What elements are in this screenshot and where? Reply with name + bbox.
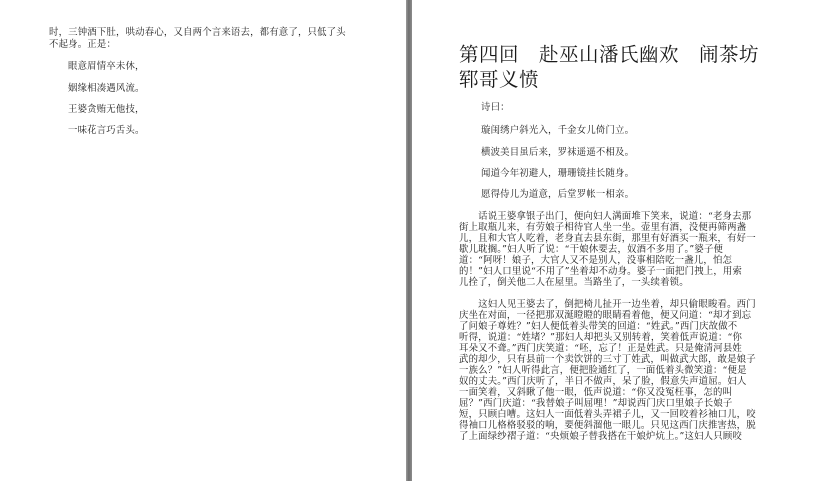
poem-line: 闻道今年初避人，珊珊镜挂长随身。: [481, 168, 635, 179]
left-intro-line: 不起身。正是：: [49, 39, 117, 50]
paragraph-line: 话说王婆拿银子出门，便向妇人满面堆下笑来，说道：“老身去那: [459, 211, 752, 222]
paragraph-line: 街上取瓶儿来，有劳娘子相待官人坐一坐。壶里有酒，没便再筛两盏: [459, 222, 747, 233]
left-intro-line: 时，三钟酒下肚，哄动春心，又自两个言来语去，都有意了，只低了头: [49, 27, 346, 38]
verse-line: 王婆贪贿无他技，: [68, 104, 145, 115]
poem-line: 愿得侍儿为道意，后堂罗帐一相亲。: [481, 189, 635, 200]
paragraph-line: 听得，说道：“姓堵？”那妇人却把头又别转着，笑着低声说道：“你: [459, 332, 743, 343]
paragraph-line: 得袖口儿格格驳驳的响，要便斜溜他一眼儿。只见这西门庆推害热，脱: [459, 420, 756, 431]
chapter-title-line: 郓哥义愤: [459, 68, 540, 91]
paragraph-line: 了上面绿纱褶子道：“央烦娘子替我搭在干娘炉炕上。”这妇人只顾咬: [459, 431, 742, 442]
paragraph-line: 了问娘子尊姓？”妇人便低着头带笑的回道：“姓武。”西门庆故做不: [459, 321, 738, 332]
verse-line: 姻缘相凑遇风流。: [68, 83, 145, 94]
verse-line: 眼意眉情卒未休，: [68, 61, 145, 72]
paragraph-line: 歇儿耽搁。”妇人听了说：“干娘休要去，奴酒不多用了。”婆子便: [459, 244, 724, 255]
chapter-title-line: 第四回 赴巫山潘氏幽欢 闹茶坊: [459, 43, 760, 66]
paragraph-line: 儿拴了，倒关他二人在屋里。当路坐了，一头续着锁。: [459, 277, 689, 288]
paragraph-line: 短，只顾白嘈。这妇人一面低着头弄裙子儿，又一回咬着衫袖口儿，咬: [459, 409, 756, 420]
left-page: [0, 0, 406, 481]
paragraph-line: 儿，且和大官人吃着，老身直去县东街，那里有好酒买一瓶来，有好一: [459, 233, 756, 244]
poem-line: 横波美目虽后来，罗袜遥遥不相及。: [481, 147, 635, 158]
verse-line: 一味花言巧舌头。: [68, 125, 145, 136]
paragraph-line: 这妇人见王婆去了，倒把椅儿扯开一边坐着，却只偷眼睃看。西门: [459, 299, 756, 310]
poem-intro: 诗曰：: [481, 102, 510, 113]
paragraph-line: 道：“阿呀！娘子，大官人又不是别人，没事相陪吃一盏儿，怕怎: [459, 255, 733, 266]
paragraph-line: 奴的丈夫。”西门庆听了，半日不做声，呆了脸，假意失声道屈。妇人: [459, 376, 747, 387]
paragraph-line: 庆坐在对面，一径把那双涎瞪瞪的眼睛看着他，便又问道：“却才到忘: [459, 310, 752, 321]
paragraph-line: 耳朵又不聋。”西门庆笑道：“呸，忘了！正是姓武。只是俺清河县姓: [459, 343, 742, 354]
paragraph-line: 一族么？”妇人听得此言，便把脸通红了，一面低着头微笑道：“便是: [459, 365, 747, 376]
poem-line: 璇闺绣户斜光入，千金女儿倚门立。: [481, 125, 635, 136]
paragraph-line: 屈？”西门庆道：“我替娘子叫屈哩！”却说西门庆口里娘子长娘子: [459, 398, 733, 409]
paragraph-line: 武的却少，只有县前一个卖饮饼的三寸丁姓武，叫做武大郎，敢是娘子: [459, 354, 756, 365]
paragraph-line: 的！”妇人口里说“不用了”坐着却不动身。婆子一面把门拽上，用索: [459, 266, 743, 277]
paragraph-line: 一面笑着，又斜瞅了他一眼，低声说道：“你又没冤枉事，怎的叫: [459, 387, 733, 398]
